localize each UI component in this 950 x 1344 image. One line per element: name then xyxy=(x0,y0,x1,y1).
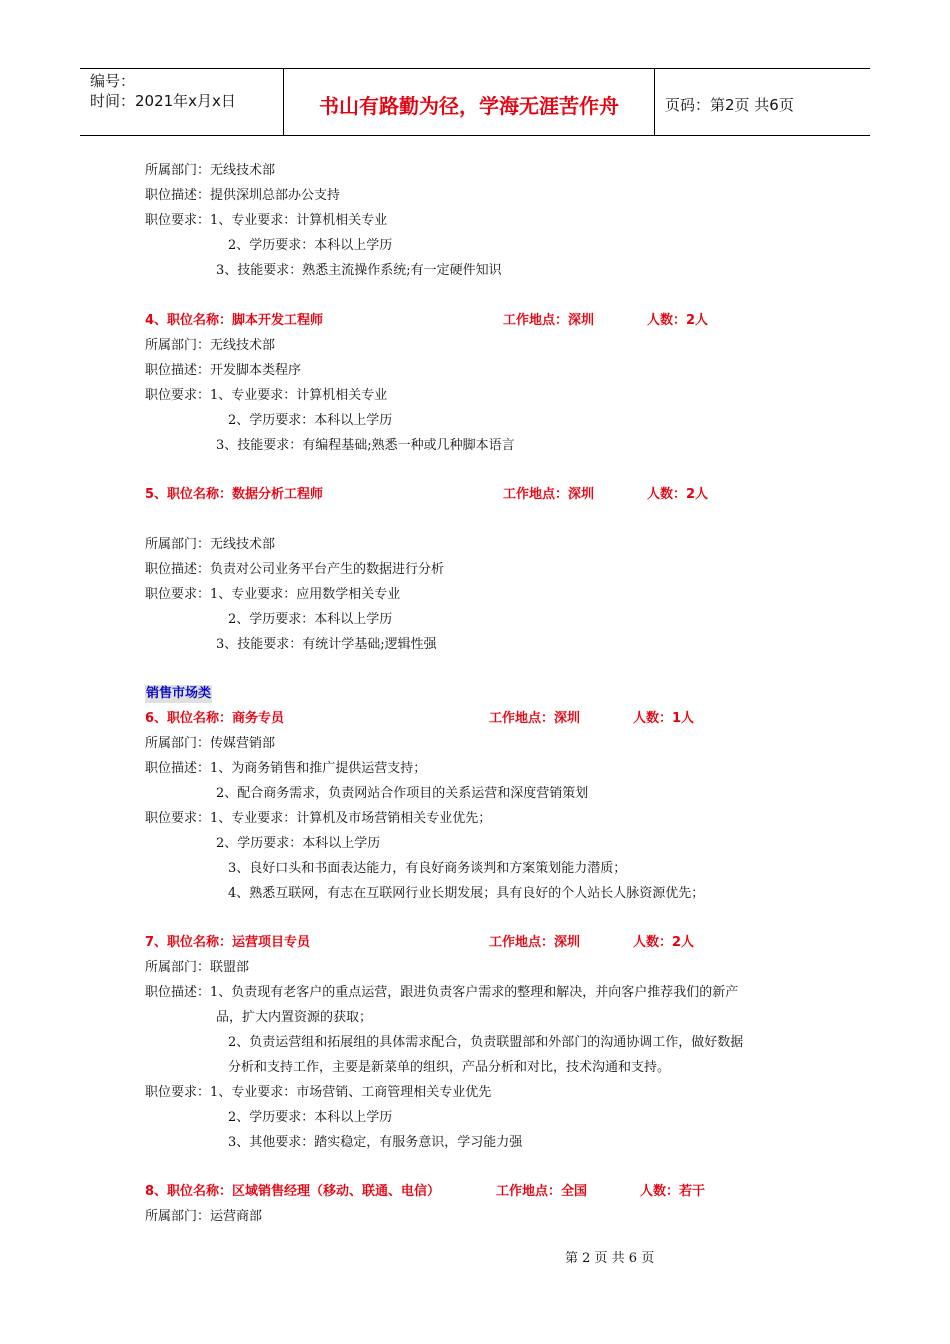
job6-dept: 所属部门：传媒营销部 xyxy=(145,736,276,751)
job7-req1: 职位要求：1、专业要求：市场营销、工商管理相关专业优先 xyxy=(145,1085,492,1100)
job6-req2: 2、学历要求：本科以上学历 xyxy=(216,836,381,851)
job5-req2: 2、学历要求：本科以上学历 xyxy=(228,612,393,627)
job6-count: 人数：1人 xyxy=(633,711,695,726)
job7-desc1b: 品，扩大内置资源的获取； xyxy=(216,1010,373,1025)
job5-location: 工作地点：深圳 xyxy=(503,487,595,502)
job5-req3: 3、技能要求：有统计学基础;逻辑性强 xyxy=(216,637,437,652)
job7-req3: 3、其他要求：踏实稳定，有服务意识，学习能力强 xyxy=(228,1135,523,1150)
category-heading: 销售市场类 xyxy=(146,686,212,701)
job7-req2: 2、学历要求：本科以上学历 xyxy=(228,1110,393,1125)
job7-title: 7、职位名称：运营项目专员 xyxy=(145,935,311,950)
job4-title: 4、职位名称：脚本开发工程师 xyxy=(145,313,324,328)
job3-dept: 所属部门：无线技术部 xyxy=(145,163,276,178)
job7-count: 人数：2人 xyxy=(633,935,695,950)
job5-count: 人数：2人 xyxy=(647,487,709,502)
job4-req1: 职位要求：1、专业要求：计算机相关专业 xyxy=(145,388,388,403)
job8-title: 8、职位名称：区域销售经理（移动、联通、电信） xyxy=(145,1184,441,1199)
job7-location: 工作地点：深圳 xyxy=(489,935,581,950)
job4-req3: 3、技能要求：有编程基础;熟悉一种或几种脚本语言 xyxy=(216,438,515,453)
document-number-label: 编号： xyxy=(90,72,136,90)
job8-location: 工作地点：全国 xyxy=(496,1184,588,1199)
job6-location: 工作地点：深圳 xyxy=(489,711,581,726)
job6-req4: 4、熟悉互联网，有志在互联网行业长期发展；具有良好的个人站长人脉资源优先； xyxy=(228,886,705,901)
job6-req1: 职位要求：1、专业要求：计算机及市场营销相关专业优先； xyxy=(145,811,492,826)
job7-dept: 所属部门：联盟部 xyxy=(145,960,250,975)
job5-desc: 职位描述：负责对公司业务平台产生的数据进行分析 xyxy=(145,562,445,577)
document-date: 时间：2021年x月x日 xyxy=(90,92,236,110)
header-meta xyxy=(80,69,283,135)
job3-req1: 职位要求：1、专业要求：计算机相关专业 xyxy=(145,213,388,228)
page-footer: 第 2 页 共 6 页 xyxy=(565,1251,655,1266)
job5-req1: 职位要求：1、专业要求：应用数学相关专业 xyxy=(145,587,401,602)
job7-desc1a: 职位描述：1、负责现有老客户的重点运营，跟进负责客户需求的整理和解决，并向客户推荐我们的新产 xyxy=(145,985,739,1000)
job4-desc: 职位描述：开发脚本类程序 xyxy=(145,363,302,378)
job3-desc: 职位描述：提供深圳总部办公支持 xyxy=(145,188,341,203)
job6-title: 6、职位名称：商务专员 xyxy=(145,711,285,726)
job7-desc2a: 2、负责运营组和拓展组的具体需求配合，负责联盟部和外部门的沟通协调工作，做好数据 xyxy=(228,1035,744,1050)
job6-desc2: 2、配合商务需求，负责网站合作项目的关系运营和深度营销策划 xyxy=(216,786,589,801)
job4-count: 人数：2人 xyxy=(647,313,709,328)
header-motto: 书山有路勤为径，学海无涯苦作舟 xyxy=(283,69,655,135)
job3-req2: 2、学历要求：本科以上学历 xyxy=(228,238,393,253)
header-page-info: 页码：第2页 共6页 xyxy=(665,95,794,114)
job8-count: 人数：若干 xyxy=(640,1184,706,1199)
job7-desc2b: 分析和支持工作，主要是新菜单的组织，产品分析和对比，技术沟通和支持。 xyxy=(228,1060,671,1075)
job4-req2: 2、学历要求：本科以上学历 xyxy=(228,413,393,428)
job4-dept: 所属部门：无线技术部 xyxy=(145,338,276,353)
job6-req3: 3、良好口头和书面表达能力，有良好商务谈判和方案策划能力潜质； xyxy=(228,861,627,876)
job5-dept: 所属部门：无线技术部 xyxy=(145,537,276,552)
job8-dept: 所属部门：运营商部 xyxy=(145,1209,263,1224)
page-header xyxy=(80,68,870,136)
job6-desc1: 职位描述：1、为商务销售和推广提供运营支持； xyxy=(145,761,427,776)
job4-location: 工作地点：深圳 xyxy=(503,313,595,328)
job3-req3: 3、技能要求：熟悉主流操作系统;有一定硬件知识 xyxy=(216,263,502,278)
job5-title: 5、职位名称：数据分析工程师 xyxy=(145,487,324,502)
